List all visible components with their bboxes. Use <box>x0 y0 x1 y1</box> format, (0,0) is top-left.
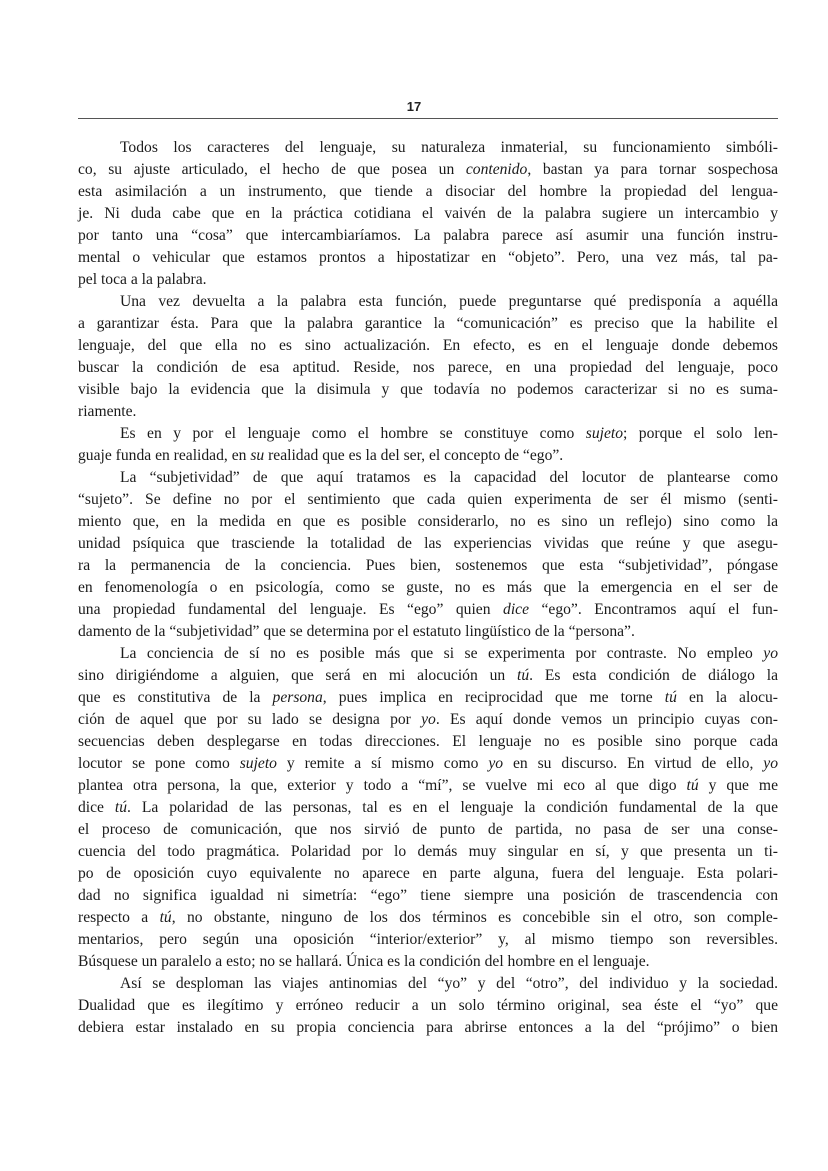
page-number: 17 <box>406 99 422 114</box>
text-line <box>78 357 778 379</box>
text-run: unidad psíquica que trasciende la totalidad de las experiencias vividas que reúne y que asegu- <box>78 535 778 552</box>
text-run: ra la permanencia de la conciencia. Pues bien, sostenemos que esta “subjetividad”, póngase <box>78 557 778 574</box>
text-run: y remite a sí mismo como <box>276 755 489 772</box>
text-line <box>78 335 778 357</box>
italic-text-run: persona <box>272 689 323 706</box>
text-run: una propiedad fundamental del lenguaje. Es “ego” quien <box>78 601 504 618</box>
text-run: por tanto una “cosa” que intercambiaríamos. La palabra parece así asumir una función instru- <box>78 227 778 244</box>
text-line <box>78 863 778 885</box>
text-run: sino dirigiéndome a alguien, que será en mi alocución un <box>78 667 517 684</box>
text-run: miento que, en la medida en que es posible considerarlo, no es sino un reflejo) sino como la <box>78 513 778 530</box>
text-line <box>78 379 778 401</box>
text-run: mental o vehicular que estamos prontos a hipostatizar en “objeto”. Pero, una vez más, tal pa- <box>78 249 778 266</box>
text-line <box>78 995 778 1017</box>
text-run: respecto a <box>78 909 160 926</box>
text-run: Todos los caracteres del lenguaje, su naturaleza inmaterial, su funcionamiento simbóli- <box>120 139 778 156</box>
text-run: lenguaje, del que ella no es sino actualización. En efecto, es en el lenguaje donde debemos <box>78 337 778 354</box>
paragraph <box>78 643 778 973</box>
text-run: riamente. <box>78 403 137 420</box>
text-run: dad no significa igualdad ni simetría: “ego” tiene siempre una posición de trascendencia con <box>78 887 778 904</box>
paragraph <box>78 973 778 1039</box>
text-run: po de oposición cuyo equivalente no aparece en parte alguna, fuera del lenguaje. Esta polari- <box>78 865 778 882</box>
text-line <box>78 181 778 203</box>
text-run: La conciencia de sí no es posible más que si se experimenta por contraste. No empleo <box>120 645 764 662</box>
italic-text-run: yo <box>421 711 436 728</box>
text-line <box>78 819 778 841</box>
text-line <box>78 225 778 247</box>
text-run: que es constitutiva de la <box>78 689 273 706</box>
text-run: . Es aquí donde vemos un principio cuyas con- <box>435 711 778 728</box>
text-line <box>78 137 778 159</box>
text-run: plantea otra persona, la que, exterior y todo a “mí”, se vuelve mi eco al que digo <box>78 777 687 794</box>
text-run: , pues implica en reciprocidad que me torne <box>322 689 665 706</box>
text-line <box>78 709 778 731</box>
italic-text-run: tú <box>686 777 699 794</box>
text-line <box>78 687 778 709</box>
text-run: mentarios, pero según una oposición “interior/exterior” y, al mismo tiempo son reversibles. <box>78 931 778 948</box>
text-run: buscar la condición de esa aptitud. Reside, nos parece, en una propiedad del lenguaje, poco <box>78 359 778 376</box>
text-line <box>78 203 778 225</box>
text-line <box>78 533 778 555</box>
text-line <box>78 1017 778 1039</box>
text-run: . Es esta condición de diálogo la <box>529 667 778 684</box>
italic-text-run: tú <box>159 909 172 926</box>
italic-text-run: dice <box>503 601 529 618</box>
text-run: “sujeto”. Se define no por el sentimiento que cada quien experimenta de ser él mismo (senti- <box>78 491 778 508</box>
paragraph <box>78 291 778 423</box>
text-run: , bastan ya para tornar sospechosa <box>527 161 779 178</box>
text-line <box>78 401 778 423</box>
paragraph <box>78 423 778 467</box>
text-line <box>78 423 778 445</box>
italic-text-run: su <box>250 447 265 464</box>
text-run: ; porque el solo len- <box>623 425 778 442</box>
text-run: La “subjetividad” de que aquí tratamos es la capacidad del locutor de plantearse como <box>120 469 778 486</box>
italic-text-run: yo <box>763 755 778 772</box>
text-line <box>78 973 778 995</box>
italic-text-run: tú <box>664 689 677 706</box>
text-run: ción de aquel que por su lado se designa por <box>78 711 422 728</box>
text-run: , no obstante, ninguno de los dos términos es concebible sin el otro, son comple- <box>171 909 778 926</box>
italic-text-run: contenido <box>465 161 528 178</box>
text-run: damento de la “subjetividad” que se determina por el estatuto lingüístico de la “persona”. <box>78 623 635 640</box>
italic-text-run: yo <box>488 755 504 772</box>
text-run: a garantizar ésta. Para que la palabra garantice la “comunicación” es preciso que la habilite el <box>78 315 778 332</box>
text-run: en su discurso. En virtud de ello, <box>503 755 764 772</box>
text-line <box>78 159 778 181</box>
text-run: . La polaridad de las personas, tal es en el lenguaje la condición fundamental de la que <box>127 799 778 816</box>
text-line <box>78 951 778 973</box>
text-line <box>78 577 778 599</box>
text-run: debiera estar instalado en su propia conciencia para abrirse entonces a la del “prójimo” o bien <box>78 1019 778 1036</box>
text-run: esta asimilación a un instrumento, que tiende a disociar del hombre la propiedad del lengua- <box>78 183 778 200</box>
text-run: y que me <box>698 777 778 794</box>
text-line <box>78 313 778 335</box>
text-run: el proceso de comunicación, que nos sirvió de punto de partida, no pasa de ser una conse- <box>78 821 778 838</box>
text-line <box>78 775 778 797</box>
text-line <box>78 555 778 577</box>
paragraph <box>78 467 778 643</box>
text-line <box>78 489 778 511</box>
text-line <box>78 291 778 313</box>
text-line <box>78 643 778 665</box>
text-run: locutor se pone como <box>78 755 240 772</box>
text-run: Búsquese un paralelo a esto; no se hallará. Única es la condición del hombre en el lenguaje. <box>78 953 650 970</box>
text-line <box>78 841 778 863</box>
italic-text-run: sujeto <box>585 425 624 442</box>
text-run: secuencias deben desplegarse en todas direcciones. El lenguaje no es posible sino porque cada <box>78 733 778 750</box>
text-line <box>78 511 778 533</box>
text-run: Una vez devuelta a la palabra esta función, puede preguntarse qué predisponía a aquélla <box>120 293 778 310</box>
text-line <box>78 467 778 489</box>
italic-text-run: tú <box>114 799 128 816</box>
text-line <box>78 797 778 819</box>
italic-text-run: yo <box>763 645 778 662</box>
text-run: en la alocu- <box>676 689 778 706</box>
header-rule <box>78 118 778 119</box>
text-run: je. Ni duda cabe que en la práctica cotidiana el vaivén de la palabra sugiere un intercambio y <box>78 205 778 222</box>
text-run: realidad que es la del ser, el concepto de “ego”. <box>264 447 564 464</box>
text-run: cuencia del todo pragmática. Polaridad por lo demás muy singular en sí, y que presenta un ti- <box>78 843 778 860</box>
text-line <box>78 621 778 643</box>
paragraph <box>78 137 778 291</box>
text-run: Es en y por el lenguaje como el hombre se constituye como <box>120 425 586 442</box>
italic-text-run: sujeto <box>239 755 277 772</box>
text-run: en fenomenología o en psicología, como se guste, no es más que la emergencia en el ser de <box>78 579 778 596</box>
text-run: guaje funda en realidad, en <box>78 447 251 464</box>
text-line <box>78 445 778 467</box>
text-line <box>78 599 778 621</box>
text-line <box>78 753 778 775</box>
text-run: co, su ajuste articulado, el hecho de que posea un <box>78 161 466 178</box>
text-run: Así se desploman las viajes antinomias del “yo” y del “otro”, del individuo y la sociedad. <box>120 975 778 992</box>
text-line <box>78 247 778 269</box>
text-line <box>78 731 778 753</box>
text-line <box>78 269 778 291</box>
text-run: Dualidad que es ilegítimo y erróneo reducir a un solo término original, sea éste el “yo” que <box>78 997 778 1014</box>
body-text <box>78 137 778 1039</box>
text-line <box>78 929 778 951</box>
italic-text-run: tú <box>517 667 530 684</box>
text-line <box>78 665 778 687</box>
text-run: pel toca a la palabra. <box>78 271 207 288</box>
text-line <box>78 885 778 907</box>
text-run: “ego”. Encontramos aquí el fun- <box>529 601 779 618</box>
text-line <box>78 907 778 929</box>
text-run: visible bajo la evidencia que la disimula y que todavía no podemos caracterizar si no es suma- <box>78 381 778 398</box>
text-run: dice <box>78 799 115 816</box>
